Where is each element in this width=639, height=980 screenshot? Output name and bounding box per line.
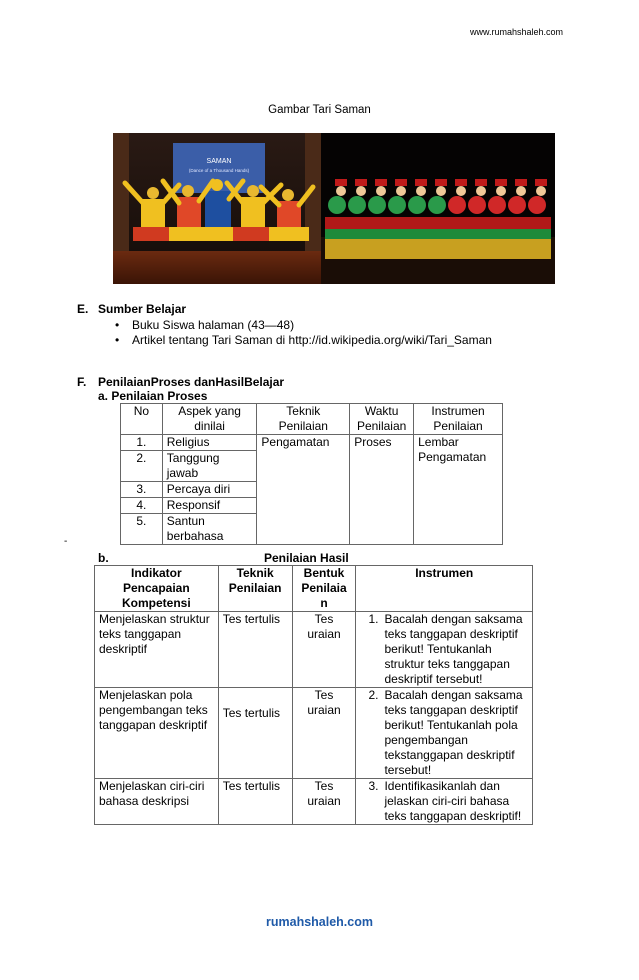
bullet-icon: • — [115, 318, 120, 332]
row-number: 3. — [121, 482, 163, 498]
col-header: Waktu Penilaian — [350, 404, 414, 435]
col-header: Indikator Pencapaian Kompetensi — [95, 566, 219, 612]
waktu-cell: Proses — [350, 435, 414, 545]
aspek-cell: Tanggung jawab — [162, 451, 257, 482]
instrumen-cell: Lembar Pengamatan — [414, 435, 503, 545]
instrumen-text: Bacalah dengan saksama teks tanggapan deskriptif berikut! Tentukanlah pola pengembangan tekstanggapan deskriptif tersebut! — [384, 688, 523, 777]
bentuk-cell: Tes uraian — [292, 688, 356, 779]
aspek-cell: Religius — [162, 435, 257, 451]
screen-title: SAMAN — [206, 158, 232, 165]
saman-photo-left — [113, 133, 321, 284]
col-header: No — [121, 404, 163, 435]
stray-mark: - — [64, 536, 68, 547]
instrumen-text: Identifikasikanlah dan jelaskan ciri-ciri bahasa teks tanggapan deskriptif! — [384, 779, 522, 823]
bullet-item — [115, 333, 492, 347]
bentuk-cell: Tes uraian — [292, 612, 356, 688]
penilaian-proses-table — [120, 403, 503, 545]
col-header: Instrumen Penilaian — [414, 404, 503, 435]
bullet-text: Artikel tentang Tari Saman di http://id.wikipedia.org/wiki/Tari_Saman — [132, 333, 492, 347]
instrumen-text: Bacalah dengan saksama teks tanggapan deskriptif berikut! Tentukanlah struktur teks tanggapan deskriptif tersebut! — [384, 612, 523, 686]
indikator-cell: Menjelaskan struktur teks tanggapan deskriptif — [95, 612, 219, 688]
col-header: Bentuk Penilaia n — [292, 566, 356, 612]
saman-photo-right — [321, 133, 555, 284]
instrumen-cell — [356, 779, 533, 825]
row-number: 5. — [121, 514, 163, 545]
penilaian-hasil-label: b. — [98, 551, 109, 565]
instrumen-number: 3. — [368, 779, 379, 793]
figure-caption: Gambar Tari Saman — [268, 104, 371, 116]
table-row — [121, 435, 503, 451]
row-number: 2. — [121, 451, 163, 482]
teknik-cell: Pengamatan — [257, 435, 350, 545]
table-header-row — [121, 404, 503, 435]
instrumen-cell — [356, 688, 533, 779]
section-f-label: F. — [77, 375, 87, 389]
aspek-cell: Responsif — [162, 498, 257, 514]
table-row — [95, 688, 533, 779]
indikator-cell: Menjelaskan pola pengembangan teks tanggapan deskriptif — [95, 688, 219, 779]
header-url: www.rumahshaleh.com — [469, 27, 563, 37]
teknik-cell: Tes tertulis — [218, 612, 292, 688]
teknik-cell: Tes tertulis — [218, 779, 292, 825]
col-header: Instrumen — [356, 566, 533, 612]
instrumen-cell — [356, 612, 533, 688]
table-row — [95, 779, 533, 825]
row-number: 1. — [121, 435, 163, 451]
teknik-cell: Tes tertulis — [218, 688, 292, 779]
bentuk-cell: Tes uraian — [292, 779, 356, 825]
aspek-cell: Santun berbahasa — [162, 514, 257, 545]
indikator-cell: Menjelaskan ciri-ciri bahasa deskripsi — [95, 779, 219, 825]
bullet-item — [115, 318, 295, 332]
footer-site[interactable]: rumahshaleh.com — [266, 915, 373, 929]
bullet-text: Buku Siswa halaman (43—48) — [132, 318, 295, 332]
instrumen-number: 2. — [368, 688, 379, 702]
table-header-row — [95, 566, 533, 612]
col-header: Aspek yang dinilai — [162, 404, 257, 435]
aspek-cell: Percaya diri — [162, 482, 257, 498]
section-e-title: Sumber Belajar — [98, 302, 187, 316]
penilaian-proses-heading: a. Penilaian Proses — [98, 389, 208, 403]
instrumen-number: 1. — [368, 612, 379, 626]
penilaian-hasil-heading: Penilaian Hasil — [264, 551, 349, 565]
row-number: 4. — [121, 498, 163, 514]
screen-subtitle: (Dance of a Thousand Hands) — [188, 168, 250, 173]
section-f-title: PenilaianProses danHasilBelajar — [98, 375, 285, 389]
table-row — [95, 612, 533, 688]
bullet-icon: • — [115, 333, 120, 347]
section-e-label: E. — [77, 302, 89, 316]
col-header: Teknik Penilaian — [218, 566, 292, 612]
col-header: Teknik Penilaian — [257, 404, 350, 435]
penilaian-hasil-table — [94, 565, 533, 825]
